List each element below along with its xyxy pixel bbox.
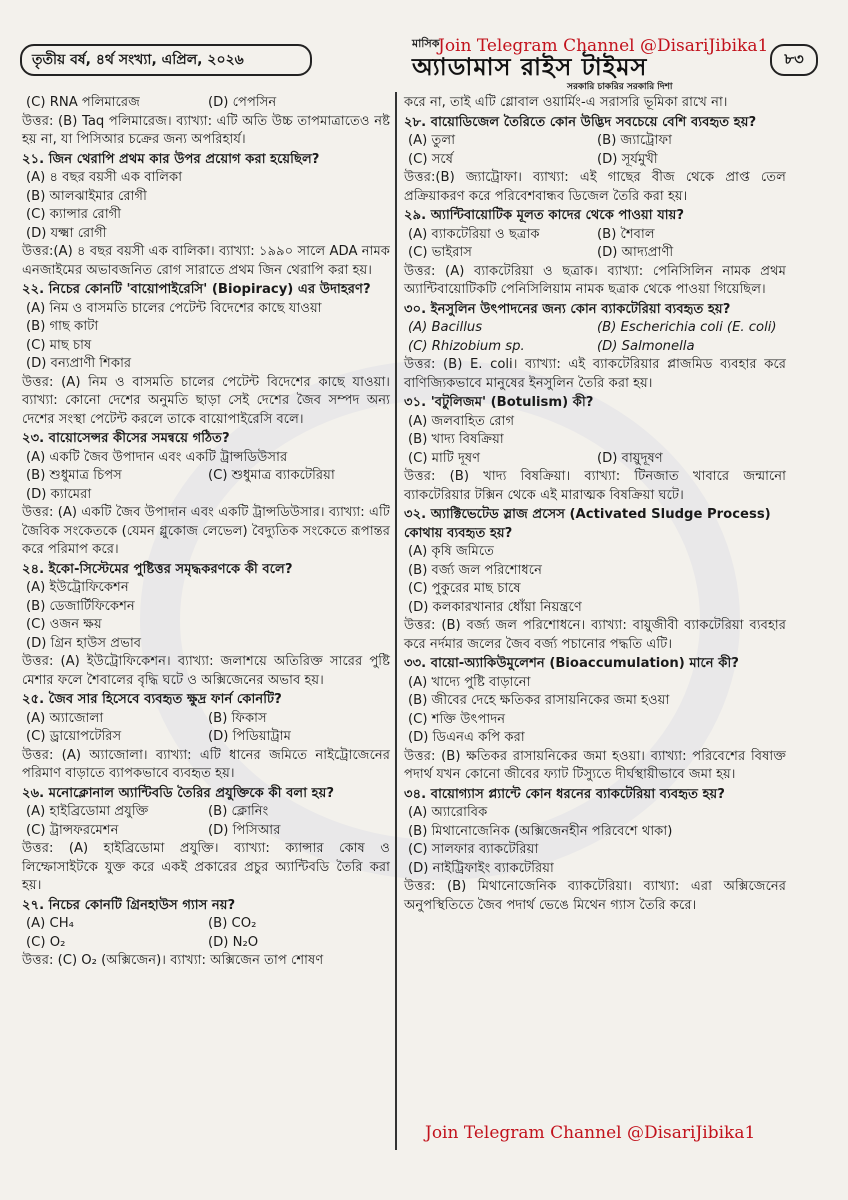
option: (C) ট্রান্সফরমেশন	[26, 822, 119, 838]
page-number: ৮৩	[770, 44, 818, 76]
q28-options-row	[404, 151, 786, 170]
option: (D) N₂O	[208, 934, 259, 950]
question-24: ২৪. ইকো-সিস্টেমের পুষ্টিত্তর সমৃদ্ধকরণকে কী বলে?	[22, 561, 293, 577]
question-28: ২৮. বায়োডিজেল তৈরিতে কোন উদ্ভিদ সবচেয়ে বেশি ব্যবহৃত হয়?	[404, 114, 757, 130]
option: (C) শক্তি উৎপাদন	[408, 711, 506, 727]
question-33: ৩৩. বায়ো-অ্যাকিউমুলেশন (Bioaccumulation) মানে কী?	[404, 656, 739, 671]
q31-answer: উত্তর: (B) খাদ্য বিষক্রিয়া। ব্যাখ্যা: টিনজাত খাবারে জন্মানো ব্যাকটেরিয়ার টক্সিন থেকে এই মারাত্মক বিষক্রিয়া ঘটে।	[404, 469, 786, 503]
option: (D) পিসিআর	[208, 822, 281, 838]
question-30: ৩০. ইনসুলিন উৎপাদনের জন্য কোন ব্যাকটেরিয়া ব্যবহৃত হয়?	[404, 301, 731, 317]
option: (B) শুধুমাত্র চিপস	[26, 468, 122, 483]
q27-options-row	[22, 934, 390, 953]
column-divider	[395, 92, 397, 1150]
question-27: ২৭. নিচের কোনটি গ্রিনহাউস গ্যাস নয়?	[22, 897, 236, 913]
option: (C) O₂	[26, 934, 66, 950]
question-32: ৩২. অ্যাক্টিভেটেড স্লাজ প্রসেস (Activated Sludge Process) কোথায় ব্যবহৃত হয়?	[404, 507, 771, 541]
option: (D) কলকারখানার ধোঁয়া নিয়ন্ত্রণে	[408, 599, 582, 615]
q22-answer: উত্তর: (A) নিম ও বাসমতি চালের পেটেন্ট বিদেশের কাছে যাওয়া। ব্যাখ্যা: কোনো দেশের অনুমতি ছাড়া সেই দেশের জৈব সম্পদ অন্য দেশের সংস্থা পেটেন্ট করলে তাকে বায়োপাইরেসি বলে।	[22, 374, 390, 427]
telegram-link-top[interactable]: Join Telegram Channel @DisariJibika1	[438, 36, 769, 56]
option: (C) ওজন ক্ষয়	[26, 617, 102, 632]
q23-options-row	[22, 467, 390, 486]
option: (B) CO₂	[208, 916, 257, 931]
question-34: ৩৪. বায়োগ্যাস প্ল্যান্টে কোন ধরনের ব্যাকটেরিয়া ব্যবহৃত হয়?	[404, 786, 725, 802]
option: (A) কৃষি জমিতে	[408, 544, 495, 559]
option: (D) পিডিয়াট্রাম	[208, 729, 291, 744]
q27-answer-continued: করে না, তাই এটি গ্লোবাল ওয়ার্মিং-এ সরাসরি ভূমিকা রাখে না।	[404, 95, 728, 110]
option: (D) Salmonella	[597, 338, 695, 354]
option: (D) গ্রিন হাউস প্রভাব	[26, 635, 142, 651]
option: (C) পুকুরের মাছ চাষে	[408, 581, 521, 596]
question-29: ২৯. অ্যান্টিবায়োটিক মূলত কাদের থেকে পাওয়া যায়?	[404, 208, 685, 223]
option: (A) একটি জৈব উপাদান এবং একটি ট্রান্সডিউসার	[26, 449, 288, 465]
option: (A) ব্যাকটেরিয়া ও ছত্রাক	[408, 226, 540, 242]
option: (A) ইউট্রোফিকেশন	[26, 580, 129, 595]
option: (C) মাটি দূষণ	[408, 450, 481, 466]
option: (A) খাদ্যে পুষ্টি বাড়ানো	[408, 674, 531, 690]
right-column	[404, 94, 786, 915]
q30-answer: উত্তর: (B) E. coli। ব্যাখ্যা: এই ব্যাকটেরিয়ার প্লাজমিড ব্যবহার করে বাণিজ্যিকভাবে মানুষের ইনসুলিন তৈরি করা হয়।	[404, 357, 786, 391]
q26-answer: উত্তর: (A) হাইব্রিডোমা প্রযুক্তি। ব্যাখ্যা: ক্যান্সার কোষ ও লিম্ফোসাইটকে যুক্ত করে একই প্রকারের প্রচুর অ্যান্টিবডি তৈরি করা হয়।	[22, 841, 390, 893]
q24-answer: উত্তর: (A) ইউট্রোফিকেশন। ব্যাখ্যা: জলাশয়ে অতিরিক্ত সারের পুষ্টি মেশার ফলে শৈবালের বৃদ্ধি ঘটে ও অক্সিজেনের অভাব হয়।	[22, 654, 390, 688]
option: (A) ৪ বছর বয়সী এক বালিকা	[26, 170, 183, 185]
magazine-title: অ্যাডামাস রাইস টাইমস	[412, 52, 648, 81]
option: (B) ফিকাস	[208, 710, 267, 726]
q27-answer: উত্তর: (C) O₂ (অক্সিজেন)। ব্যাখ্যা: অক্সিজেন তাপ শোষণ	[22, 953, 324, 968]
q29-answer: উত্তর: (A) ব্যাকটেরিয়া ও ছত্রাক। ব্যাখ্যা: পেনিসিলিন নামক প্রথম অ্যান্টিবায়োটিকটি পেনিসিলিয়াম নামক ছত্রাক থেকে পাওয়া গিয়েছিল।	[404, 263, 786, 297]
option: (C) ক্যান্সার রোগী	[26, 207, 122, 222]
option: (B) মিথানোজেনিক (অক্সিজেনহীন পরিবেশে থাকা)	[408, 823, 673, 839]
q27-options-row	[22, 915, 390, 934]
option: (D) বায়ুদূষণ	[597, 450, 663, 466]
option: (C) শুধুমাত্র ব্যাকটেরিয়া	[208, 468, 335, 483]
option: (A) হাইব্রিডোমা প্রযুক্তি	[26, 804, 149, 819]
option: (C) সর্ষে	[408, 151, 453, 167]
option: (D) ক্যামেরা	[26, 486, 92, 502]
q29-options-row	[404, 244, 786, 263]
option: (D) বন্যপ্রাণী শিকার	[26, 356, 132, 371]
option: (B) ক্লোনিং	[208, 804, 269, 819]
q20-options	[22, 94, 390, 113]
option: (B) Escherichia coli (E. coli)	[597, 320, 777, 335]
option: (B) খাদ্য বিষক্রিয়া	[408, 432, 504, 447]
option: (C) মাছ চাষ	[26, 337, 92, 353]
option: (B) আলঝাইমার রোগী	[26, 188, 147, 204]
q21-answer: উত্তর:(A) ৪ বছর বয়সী এক বালিকা। ব্যাখ্যা: ১৯৯০ সালে ADA নামক এনজাইমের অভাবজনিত রোগ সারাতে প্রথম জিন থেরাপি করা হয়।	[22, 244, 390, 278]
issue-label: তৃতীয় বর্ষ, ৪র্থ সংখ্যা, এপ্রিল, ২০২৬	[20, 44, 312, 76]
option: (D) যক্ষ্মা রোগী	[26, 225, 107, 241]
q30-options-row	[404, 338, 786, 357]
question-23: ২৩. বায়োসেন্সর কীসের সমন্বয়ে গঠিত?	[22, 431, 230, 446]
question-31: ৩১. 'বটুলিজম' (Botulism) কী?	[404, 395, 594, 410]
option: (D) আদ্যপ্রাণী	[597, 245, 674, 260]
left-column	[22, 94, 390, 971]
option: (C) Rhizobium sp.	[408, 338, 525, 354]
q28-options-row	[404, 132, 786, 151]
q20-answer: উত্তর: (B) Taq পলিমারেজ। ব্যাখ্যা: এটি অতি উচ্চ তাপমাত্রাতেও নষ্ট হয় না, যা পিসিআর চক্রের জন্য অপরিহার্য।	[22, 113, 390, 147]
question-21: ২১. জিন থেরাপি প্রথম কার উপর প্রয়োগ করা হয়েছিল?	[22, 151, 320, 167]
telegram-link-bottom[interactable]: Join Telegram Channel @DisariJibika1	[425, 1123, 756, 1143]
option: (D) পেপসিন	[208, 95, 277, 110]
question-25: ২৫. জৈব সার হিসেবে ব্যবহৃত ক্ষুদ্র ফার্ন কোনটি?	[22, 692, 282, 707]
magazine-small-label: মাসিক	[412, 37, 440, 50]
option: (D) সূর্যমুখী	[597, 151, 658, 167]
q26-options-row	[22, 803, 390, 822]
option: (C) ভাইরাস	[408, 245, 472, 260]
magazine-tagline: সরকারি চাকরির সরকারি দিশা	[567, 82, 673, 92]
option: (B) শৈবাল	[597, 226, 655, 242]
q25-options-row	[22, 710, 390, 729]
q23-answer: উত্তর: (A) একটি জৈব উপাদান এবং একটি ট্রান্সডিউসার। ব্যাখ্যা: এটি জৈবিক সংকেতকে (যেমন গ্লুকোজ লেভেল) বৈদ্যুতিক সংকেতে রূপান্তর করে পরিমাপ করে।	[22, 505, 390, 557]
q25-options-row	[22, 728, 390, 747]
q34-answer: উত্তর: (B) মিথানোজেনিক ব্যাকটেরিয়া। ব্যাখ্যা: এরা অক্সিজেনের অনুপস্থিতিতে জৈব পদার্থ ভেঙে মিথেন গ্যাস তৈরি করে।	[404, 879, 786, 913]
option: (A) জলবাহিত রোগ	[408, 413, 515, 429]
q26-options-row	[22, 822, 390, 841]
q33-answer: উত্তর: (B) ক্ষতিকর রাসায়নিকের জমা হওয়া। ব্যাখ্যা: পরিবেশের বিষাক্ত পদার্থ যখন কোনো জীবের ফ্যাট টিস্যুতে দীর্ঘস্থায়ীভাবে জমা হয়।	[404, 748, 786, 782]
q29-options-row	[404, 226, 786, 245]
option: (C) RNA পলিমারেজ	[26, 95, 140, 110]
q31-options-row	[404, 450, 786, 469]
option: (D) নাইট্রিফাইং ব্যাকটেরিয়া	[408, 860, 554, 876]
option: (A) তুলা	[408, 133, 456, 148]
q30-options-row	[404, 319, 786, 338]
option: (A) অ্যাজোলা	[26, 710, 104, 726]
option: (A) অ্যারোবিক	[408, 805, 488, 820]
option: (B) ডেজার্টিফিকেশন	[26, 598, 135, 614]
question-22: ২২. নিচের কোনটি 'বায়োপাইরেসি' (Biopiracy) এর উদাহরণ?	[22, 282, 371, 297]
option: (A) Bacillus	[408, 320, 483, 335]
q25-answer: উত্তর: (A) অ্যাজোলা। ব্যাখ্যা: এটি ধানের জমিতে নাইট্রোজেনের পরিমাণ বাড়াতে ব্যাপকভাবে ব্যবহৃত হয়।	[22, 747, 390, 781]
q32-answer: উত্তর: (B) বর্জ্য জল পরিশোধনে। ব্যাখ্যা: বায়ুজীবী ব্যাকটেরিয়া ব্যবহার করে নর্দমার জলের জৈব বর্জ্য পচানোর পদ্ধতি এটি।	[404, 618, 786, 652]
option: (D) ডিএনএ কপি করা	[408, 730, 525, 745]
option: (C) ড্রায়োপটেরিস	[26, 729, 122, 744]
question-26: ২৬. মনোক্লোনাল অ্যান্টিবডি তৈরির প্রযুক্তিকে কী বলা হয়?	[22, 785, 335, 801]
option: (B) গাছ কাটা	[26, 319, 99, 334]
option: (C) সালফার ব্যাকটেরিয়া	[408, 842, 539, 857]
option: (B) জীবের দেহে ক্ষতিকর রাসায়নিকের জমা হওয়া	[408, 693, 670, 708]
q28-answer: উত্তর:(B) জ্যাট্রোফা। ব্যাখ্যা: এই গাছের বীজ থেকে প্রাপ্ত তেল প্রক্রিয়াকরণ করে পরিবেশবান্ধব ডিজেল তৈরি করা হয়।	[404, 170, 786, 204]
option: (B) জ্যাট্রোফা	[597, 133, 672, 148]
option: (B) বর্জ্য জল পরিশোধনে	[408, 562, 542, 578]
option: (A) CH₄	[26, 916, 74, 931]
option: (A) নিম ও বাসমতি চালের পেটেন্ট বিদেশের কাছে যাওয়া	[26, 300, 322, 316]
